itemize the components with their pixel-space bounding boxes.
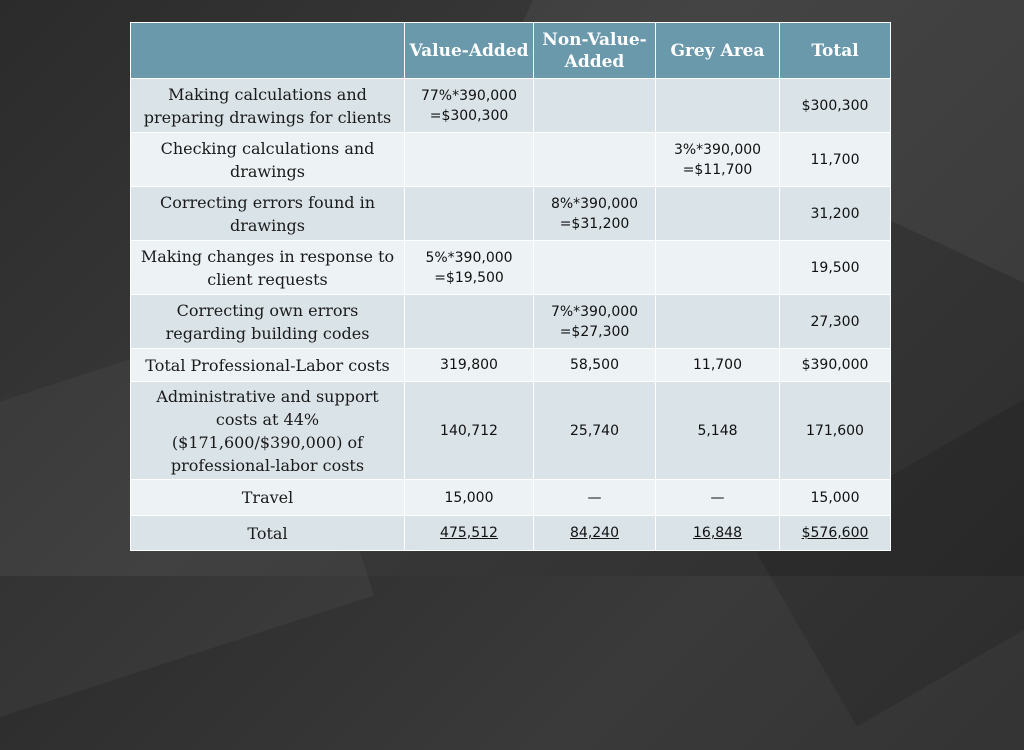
value-added-cell: 15,000 (405, 480, 534, 516)
header-total: Total (780, 23, 891, 79)
grey-area-cell (656, 295, 780, 349)
value-added-cell: 5%*390,000 =$19,500 (405, 241, 534, 295)
table-row (131, 187, 891, 241)
row-label: Making calculations and preparing drawings for clients (131, 79, 405, 133)
grey-area-cell: 3%*390,000 =$11,700 (656, 133, 780, 187)
non-value-added-cell (534, 79, 656, 133)
row-label: Correcting errors found in drawings (131, 187, 405, 241)
total-cell (780, 516, 891, 551)
table-row (131, 79, 891, 133)
row-label: Checking calculations and drawings (131, 133, 405, 187)
total-cell: 15,000 (780, 480, 891, 516)
non-value-added-cell: 8%*390,000 =$31,200 (534, 187, 656, 241)
table-row (131, 382, 891, 480)
header-blank (131, 23, 405, 79)
header-grey-area: Grey Area (656, 23, 780, 79)
cost-allocation-table (130, 22, 891, 551)
non-value-added-cell (534, 516, 656, 551)
value-added-cell (405, 187, 534, 241)
grey-area-cell: — (656, 480, 780, 516)
total-cell: 31,200 (780, 187, 891, 241)
table-row (131, 295, 891, 349)
row-label: Making changes in response to client requests (131, 241, 405, 295)
table-row (131, 516, 891, 551)
non-value-added-cell (534, 241, 656, 295)
grey-area-cell (656, 79, 780, 133)
grey-area-cell (656, 516, 780, 551)
total-cell: 171,600 (780, 382, 891, 480)
header-value-added: Value-Added (405, 23, 534, 79)
value-added-cell (405, 295, 534, 349)
value-added-cell (405, 133, 534, 187)
value-added-cell: 77%*390,000 =$300,300 (405, 79, 534, 133)
grey-area-cell: 11,700 (656, 349, 780, 382)
value-added-cell (405, 516, 534, 551)
header-row (131, 23, 891, 79)
value-added-cell: 319,800 (405, 349, 534, 382)
total-value: 16,848 (693, 525, 742, 541)
total-cell: $300,300 (780, 79, 891, 133)
row-label: Total (131, 516, 405, 551)
total-cell: 11,700 (780, 133, 891, 187)
total-value: 84,240 (570, 525, 619, 541)
table-row (131, 480, 891, 516)
grey-area-cell (656, 187, 780, 241)
total-cell: $390,000 (780, 349, 891, 382)
table-row (131, 241, 891, 295)
table-row (131, 133, 891, 187)
total-value: $576,600 (801, 525, 869, 541)
header-non-value-added: Non-Value-Added (534, 23, 656, 79)
grey-area-cell (656, 241, 780, 295)
non-value-added-cell: 7%*390,000 =$27,300 (534, 295, 656, 349)
non-value-added-cell: 58,500 (534, 349, 656, 382)
non-value-added-cell (534, 133, 656, 187)
row-label: Administrative and support costs at 44% ($171,600/$390,000) of professional-labor costs (131, 382, 405, 480)
row-label: Total Professional-Labor costs (131, 349, 405, 382)
row-label: Correcting own errors regarding building codes (131, 295, 405, 349)
total-cell: 19,500 (780, 241, 891, 295)
table-row (131, 349, 891, 382)
non-value-added-cell: — (534, 480, 656, 516)
total-value: 475,512 (440, 525, 498, 541)
row-label: Travel (131, 480, 405, 516)
non-value-added-cell: 25,740 (534, 382, 656, 480)
grey-area-cell: 5,148 (656, 382, 780, 480)
total-cell: 27,300 (780, 295, 891, 349)
value-added-cell: 140,712 (405, 382, 534, 480)
